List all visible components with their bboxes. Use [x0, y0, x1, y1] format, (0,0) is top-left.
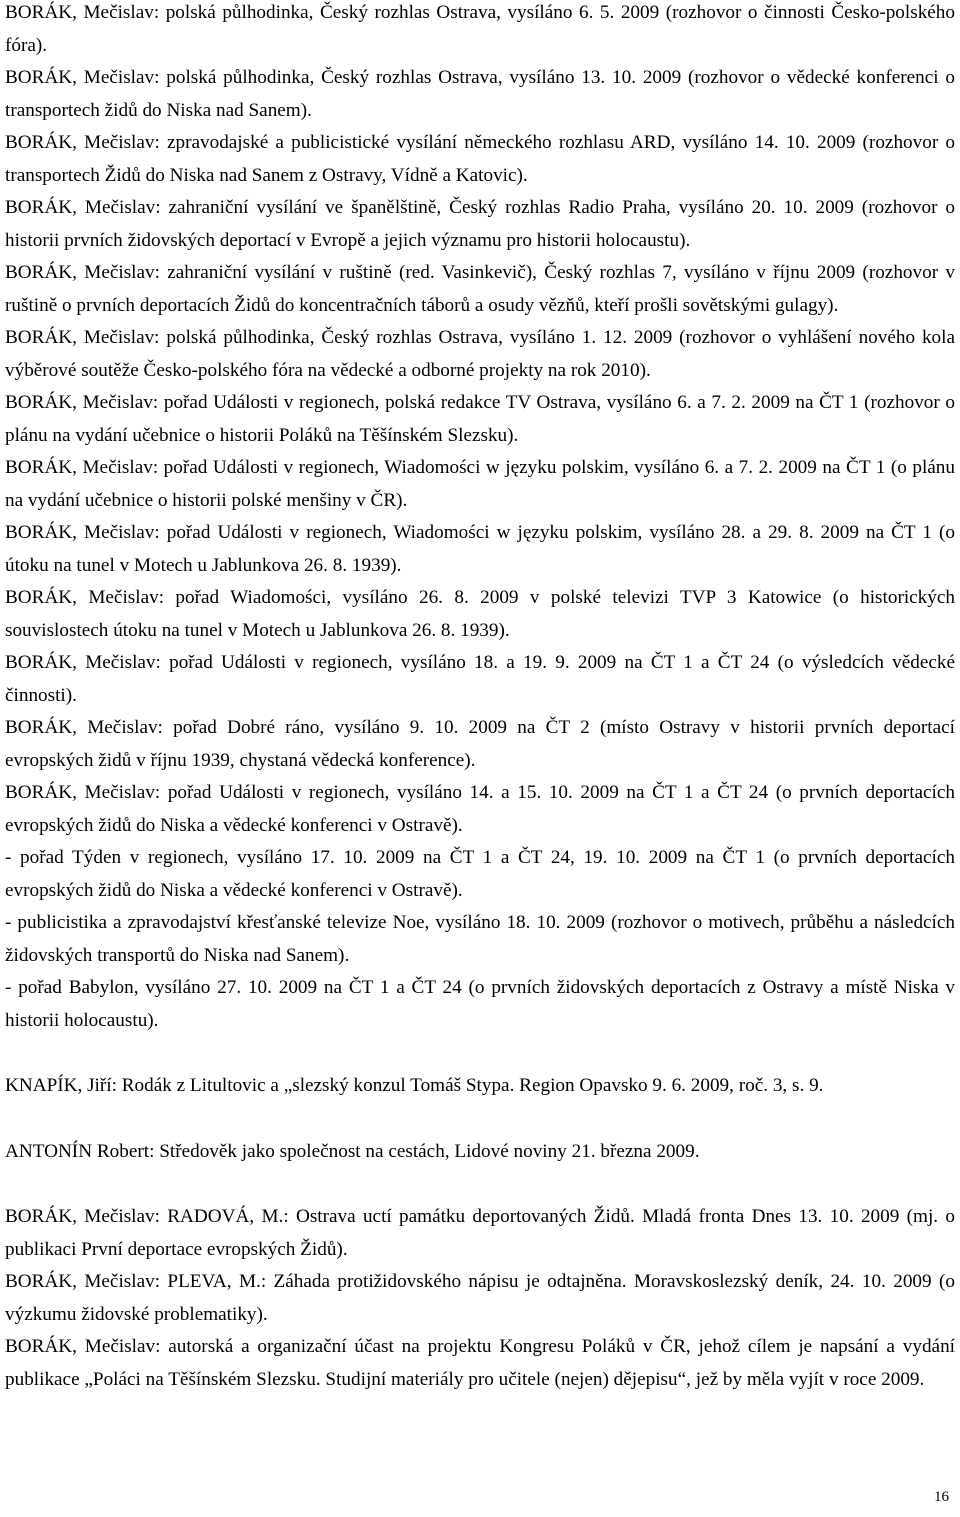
antonin-entry: ANTONÍN Robert: Středověk jako společnost na cestách, Lidové noviny 21. března 2009. [5, 1140, 700, 1162]
document-body [5, 0, 955, 1396]
bibliography-entry: - pořad Babylon, vysíláno 27. 10. 2009 na ČT 1 a ČT 24 (o prvních židovských deportacích z Ostravy a místě Niska v historii holocaustu). [5, 977, 955, 1031]
bibliography-entry: BORÁK, Mečislav: pořad Události v regionech, vysíláno 14. a 15. 10. 2009 na ČT 1 a ČT 24 (o prvních deportacích evropských židů do Niska a vědecké konferenci v Ostravě). [5, 782, 955, 836]
bibliography-entry: BORÁK, Mečislav: pořad Dobré ráno, vysíláno 9. 10. 2009 na ČT 2 (místo Ostravy v historii prvních deportací evropských židů v říjnu 1939, chystaná vědecká konference). [5, 717, 955, 771]
bibliography-entry: BORÁK, Mečislav: zahraniční vysílání ve španělštině, Český rozhlas Radio Praha, vysíláno 20. 10. 2009 (rozhovor o historii prvních židovských deportací v Evropě a jejich významu pro historii holocaustu). [5, 197, 955, 251]
bibliography-entry: BORÁK, Mečislav: pořad Události v regionech, vysíláno 18. a 19. 9. 2009 na ČT 1 a ČT 24 (o výsledcích vědecké činnosti). [5, 652, 955, 706]
bibliography-entry: BORÁK, Mečislav: polská půlhodinka, Český rozhlas Ostrava, vysíláno 1. 12. 2009 (rozhovor o vyhlášení nového kola výběrové soutěže Česko-polského fóra na vědecké a odborné projekty na rok 2010). [5, 327, 955, 381]
knapik-entry: KNAPÍK, Jiří: Rodák z Litultovic a „slezský konzul Tomáš Stypa. Region Opavsko 9. 6. 2009, roč. 3, s. 9. [5, 1075, 824, 1096]
bibliography-entry: BORÁK, Mečislav: pořad Wiadomości, vysíláno 26. 8. 2009 v polské televizi TVP 3 Katowice (o historických souvislostech útoku na tunel v Motech u Jablunkova 26. 8. 1939). [5, 587, 955, 641]
paragraph-gap [5, 1103, 955, 1136]
project-entry: BORÁK, Mečislav: autorská a organizační účast na projektu Kongresu Poláků v ČR, jehož cílem je napsání a vydání publikace „Poláci na Těšínském Slezsku. Studijní materiály pro učitele (nejen) dějepisu“, jež by měla vyjít v roce 2009. [5, 1336, 955, 1390]
bibliography-entry: - publicistika a zpravodajství křesťanské televize Noe, vysíláno 18. 10. 2009 (rozhovor o motivech, průběhu a následcích židovských transportů do Niska nad Sanem). [5, 912, 955, 966]
bibliography-entry: BORÁK, Mečislav: zahraniční vysílání v ruštině (red. Vasinkevič), Český rozhlas 7, vysíláno v říjnu 2009 (rozhovor v ruštině o prvních deportacích Židů do koncentračních táborů a osudy vězňů, kteří prošli sovětskými gulagy). [5, 262, 955, 316]
press-entry: BORÁK, Mečislav: PLEVA, M.: Záhada protižidovského nápisu je odtajněna. Moravskoslezský deník, 24. 10. 2009 (o výzkumu židovské problematiky). [5, 1271, 955, 1325]
page-number: 16 [934, 1489, 949, 1505]
bibliography-entry: BORÁK, Mečislav: polská půlhodinka, Český rozhlas Ostrava, vysíláno 13. 10. 2009 (rozhovor o vědecké konferenci o transportech židů do Niska nad Sanem). [5, 67, 955, 121]
paragraph-gap [5, 1037, 955, 1070]
bibliography-entry: BORÁK, Mečislav: polská půlhodinka, Český rozhlas Ostrava, vysíláno 6. 5. 2009 (rozhovor o činnosti Česko-polského fóra). [5, 2, 955, 56]
press-entry: BORÁK, Mečislav: RADOVÁ, M.: Ostrava uctí památku deportovaných Židů. Mladá fronta Dnes 13. 10. 2009 (mj. o publikaci První deportace evropských Židů). [5, 1206, 955, 1260]
bibliography-entry: - pořad Týden v regionech, vysíláno 17. 10. 2009 na ČT 1 a ČT 24, 19. 10. 2009 na ČT 1 (o prvních deportacích evropských židů do Niska a vědecké konferenci v Ostravě). [5, 847, 955, 901]
bibliography-entry: BORÁK, Mečislav: zpravodajské a publicistické vysílání německého rozhlasu ARD, vysíláno 14. 10. 2009 (rozhovor o transportech Židů do Niska nad Sanem z Ostravy, Vídně a Katovic). [5, 132, 955, 186]
paragraph-gap [5, 1168, 955, 1201]
bibliography-entry: BORÁK, Mečislav: pořad Události v regionech, Wiadomości w języku polskim, vysíláno 28. a 29. 8. 2009 na ČT 1 (o útoku na tunel v Motech u Jablunkova 26. 8. 1939). [5, 522, 955, 576]
bibliography-entry: BORÁK, Mečislav: pořad Události v regionech, polská redakce TV Ostrava, vysíláno 6. a 7. 2. 2009 na ČT 1 (rozhovor o plánu na vydání učebnice o historii Poláků na Těšínském Slezsku). [5, 392, 955, 446]
bibliography-entry: BORÁK, Mečislav: pořad Události v regionech, Wiadomości w języku polskim, vysíláno 6. a 7. 2. 2009 na ČT 1 (o plánu na vydání učebnice o historii polské menšiny v ČR). [5, 457, 955, 511]
